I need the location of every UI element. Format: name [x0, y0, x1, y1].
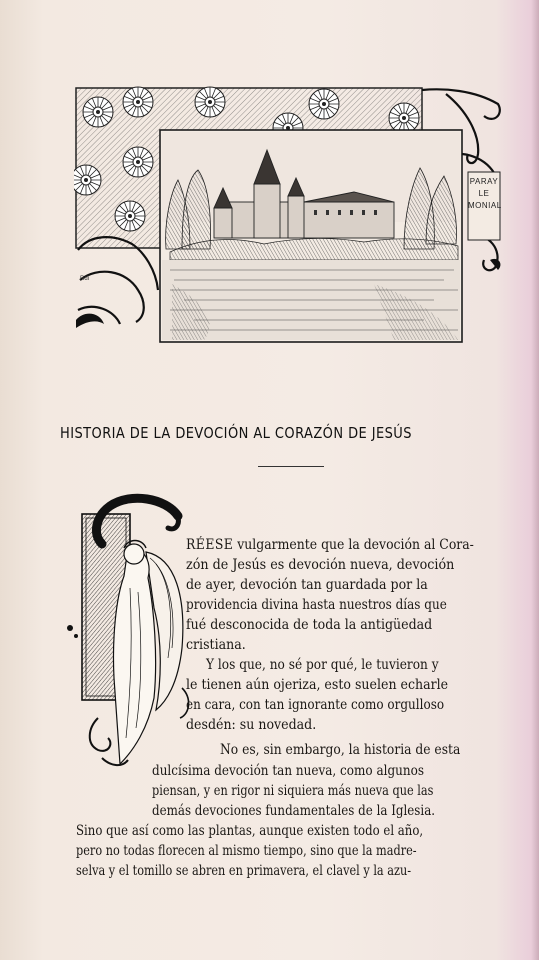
body-line-17: selva y el tomillo se abren en primavera, el clavel y la azu- — [76, 863, 412, 879]
artist-signature: Rdi — [80, 276, 90, 282]
body-line-4: providencia divina hasta nuestros días que — [186, 597, 447, 613]
body-line-2: zón de Jesús es devoción nueva, devoción — [186, 557, 455, 573]
chapter-title: HISTORIA DE LA DEVOCIÓN AL CORAZÓN DE JESÚS — [60, 424, 412, 442]
headpiece-caption: PARAY LE MONIAL — [468, 177, 502, 210]
headpiece-engraving — [74, 84, 506, 344]
body-line-7: Y los que, no sé por qué, le tuvieron y — [206, 657, 439, 673]
body-line-9: en cara, con tan ignorante como orgulloso — [186, 697, 445, 713]
page-edge-shadow — [531, 0, 539, 960]
body-line-15: Sino que así como las plantas, aunque existen todo el año, — [76, 823, 424, 839]
body-line-14: demás devociones fundamentales de la Iglesia. — [152, 803, 436, 819]
drop-cap-remainder: RÉESE — [186, 537, 234, 553]
body-line-1: RÉESE vulgarmente que la devoción al Cora- — [186, 537, 474, 553]
decorated-initial — [58, 488, 198, 778]
body-line-10: desdén: su novedad. — [186, 717, 317, 733]
body-line-5: fué desconocida de toda la antigüedad — [186, 617, 433, 633]
body-line-11: No es, sin embargo, la historia de esta — [220, 742, 461, 758]
body-line-6: cristiana. — [186, 637, 246, 653]
title-rule — [258, 466, 324, 467]
body-line-8: le tienen aún ojeriza, esto suelen echarle — [186, 677, 449, 693]
body-line-12: dulcísima devoción tan nueva, como algunos — [152, 763, 425, 779]
body-line-3: de ayer, devoción tan guardada por la — [186, 577, 428, 593]
body-line-16: pero no todas florecen al mismo tiempo, sino que la madre- — [76, 843, 417, 859]
headpiece-illustration — [74, 84, 506, 344]
body-line-13: piensan, y en rigor ni siquiera más nueva que las — [152, 783, 434, 799]
